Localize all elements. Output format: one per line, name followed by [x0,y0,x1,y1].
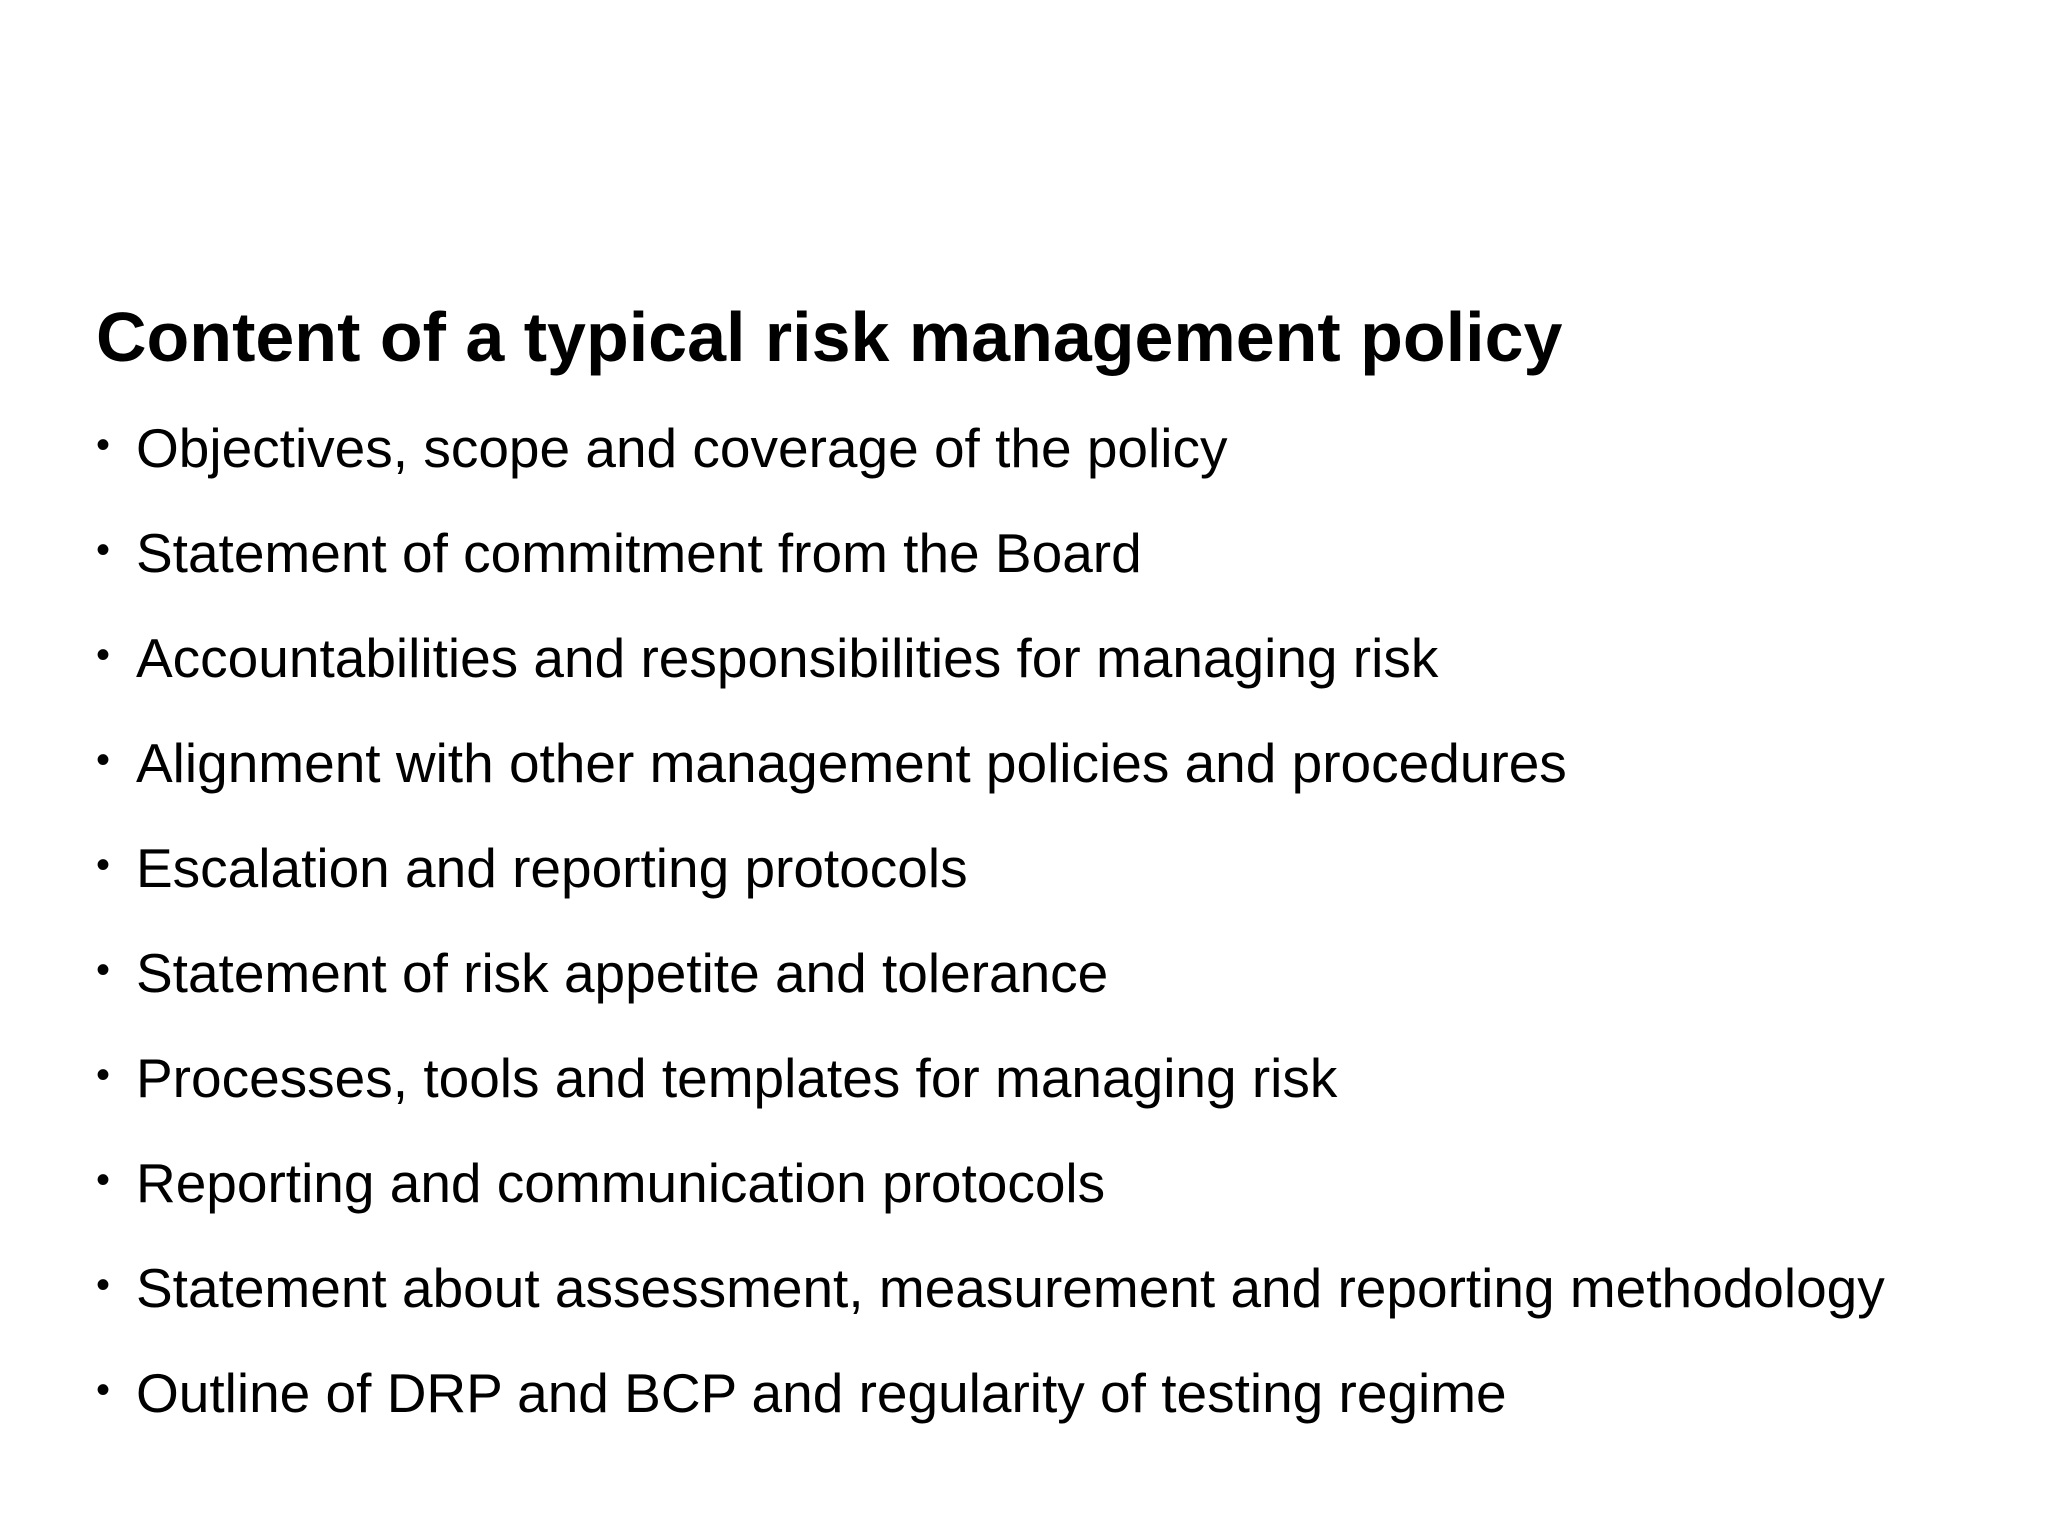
bullet-dot-icon: • [96,423,111,467]
bullet-dot-icon: • [96,528,111,572]
bullet-text: Reporting and communication protocols [136,1152,1106,1214]
bullet-item [96,1252,1885,1357]
bullet-item [96,412,1885,517]
bullet-text: Statement of commitment from the Board [136,522,1142,584]
bullet-list [96,412,1885,1462]
bullet-text: Objectives, scope and coverage of the policy [136,417,1228,479]
bullet-dot-icon: • [96,1053,111,1097]
bullet-item [96,727,1885,832]
bullet-text: Processes, tools and templates for managing risk [136,1047,1338,1109]
bullet-item [96,1147,1885,1252]
bullet-item [96,517,1885,622]
bullet-dot-icon: • [96,633,111,677]
bullet-dot-icon: • [96,1368,111,1412]
bullet-text: Escalation and reporting protocols [136,837,968,899]
bullet-dot-icon: • [96,1158,111,1202]
bullet-dot-icon: • [96,948,111,992]
bullet-item [96,1357,1885,1462]
bullet-dot-icon: • [96,1263,111,1307]
bullet-item [96,1042,1885,1147]
bullet-item [96,937,1885,1042]
bullet-dot-icon: • [96,843,111,887]
bullet-text: Outline of DRP and BCP and regularity of testing regime [136,1362,1507,1424]
bullet-item [96,622,1885,727]
bullet-item [96,832,1885,937]
bullet-text: Statement about assessment, measurement and reporting methodology [136,1257,1885,1319]
bullet-text: Alignment with other management policies and procedures [136,732,1567,794]
bullet-dot-icon: • [96,738,111,782]
slide-title: Content of a typical risk management policy [96,298,1563,376]
bullet-text: Accountabilities and responsibilities for managing risk [136,627,1439,689]
bullet-text: Statement of risk appetite and tolerance [136,942,1109,1004]
